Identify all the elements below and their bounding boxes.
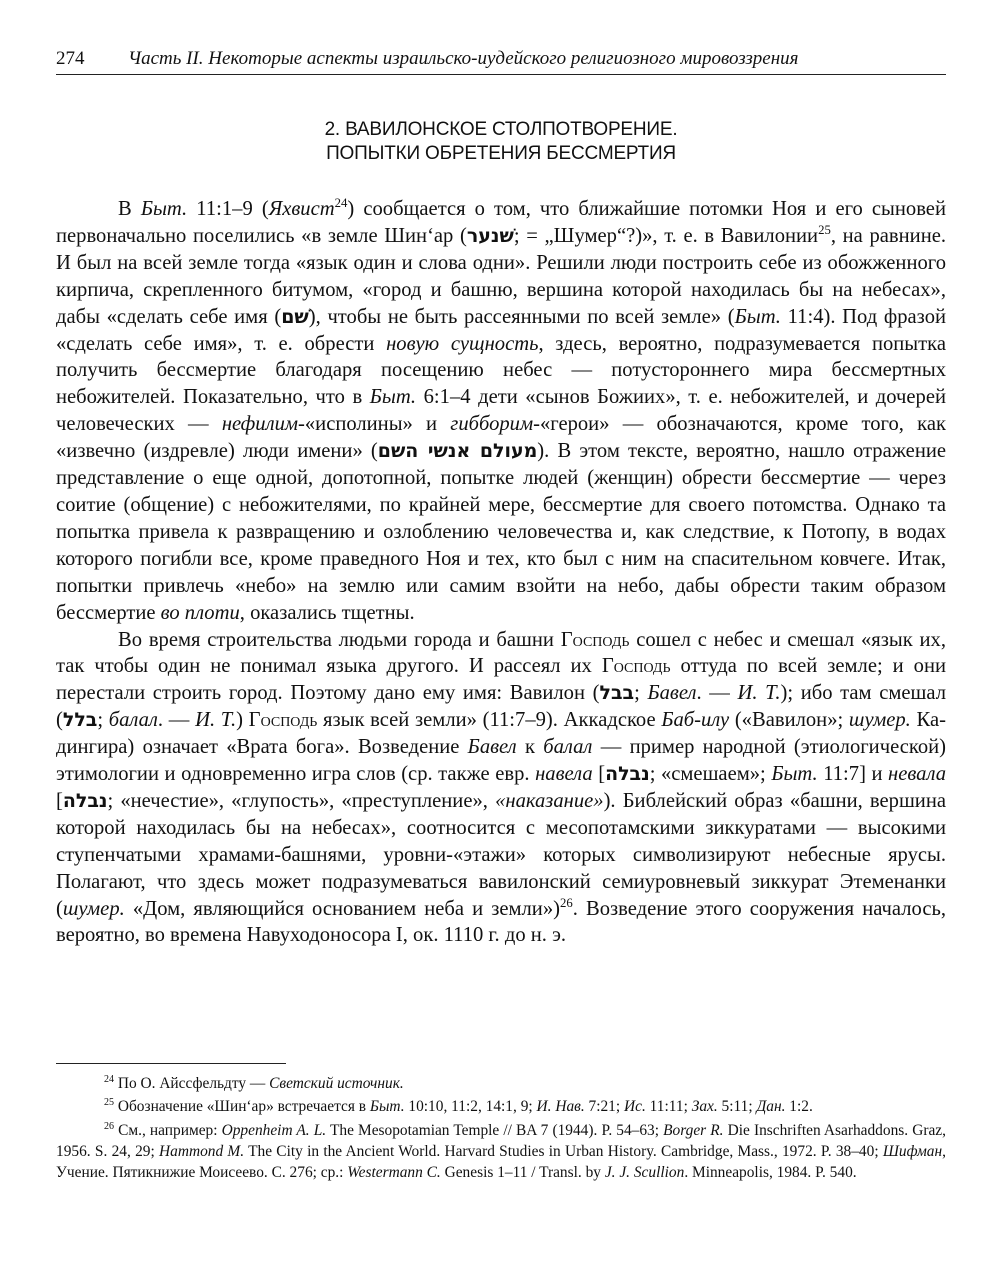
text: ). В этом тексте, вероятно, нашло отражение представление о еще одной, допотопной, попытке людей (женщин) обрести бессмертие — через соитие (общение) с небожителями, по крайней мере, бессмертие для своего потомства. Однако та попытка привела к развращению и озлоблению человечества и, как следствие, к Потопу, в водах которого погибли все, кроме праведного Ноя и тех, кто был с ним на спасительном ковчеге. Итак, попытки привлечь «небо» на землю или самим взойти на небо, дабы обрести таким образом бессмертие: [56, 440, 946, 624]
text: сошел с небес и смешал «язык их, так чтобы один не понимал языка другого. И рассеял их: [56, 628, 947, 678]
text: -«герои» — обозначаются, кроме того, как «извечно (издревле) люди имени» (: [56, 413, 946, 463]
page-header: [56, 40, 946, 75]
italic-text: Быт.: [369, 1098, 405, 1116]
text: ): [236, 709, 249, 732]
italic-text: балал: [543, 736, 593, 759]
italic-text: Ис.: [624, 1098, 646, 1116]
italic-text: J. J. Scullion: [604, 1164, 685, 1182]
text: «Дом, являющийся основанием неба и земли»): [124, 897, 560, 920]
footnote-26: [56, 1120, 946, 1184]
text: 11:7] и: [817, 763, 889, 786]
italic-text: невала: [888, 763, 947, 786]
text: , на равнине. И был на всей земле тогда «язык один и слова одни». Решили люди построить себе из обожженного кирпича, скрепленного битумом, «город и башню, вершина которой находилась бы на небесах», дабы «сделать себе имя (: [56, 224, 947, 328]
text: 11:11;: [645, 1098, 692, 1116]
hebrew-text: מעולם אנשי השם: [377, 440, 538, 463]
text: См., например:: [114, 1121, 222, 1139]
italic-text: И. Нав.: [536, 1098, 585, 1116]
italic-text: Дан.: [756, 1098, 786, 1116]
small-caps-text: Господь: [560, 628, 630, 651]
text: («Вавилон»;: [729, 709, 849, 732]
text: 11:1–9 (: [187, 198, 269, 220]
italic-text: Баб-илу: [661, 709, 730, 732]
italic-text: гибборим: [450, 413, 534, 436]
italic-text: шумер.: [62, 897, 125, 920]
text: , оказались тщетны.: [239, 601, 415, 624]
italic-text: Hammond M.: [159, 1142, 245, 1160]
footnote-number: 26: [104, 1120, 114, 1132]
italic-text: Бавел: [647, 682, 697, 705]
italic-text: Borger R.: [663, 1121, 724, 1139]
text: ) сообщается о том, что ближайшие потомки Ноя и его сыновей первоначально поселились «в земле Шин‘ар (: [56, 198, 946, 247]
text: . Minneapolis, 1984. P. 540.: [684, 1164, 857, 1182]
hebrew-text: בלל: [62, 709, 98, 732]
section-title-line-1: 2. ВАВИЛОНСКОЕ СТОЛПОТВОРЕНИЕ.: [324, 119, 678, 140]
text: ;: [97, 709, 109, 732]
footnote-number: 25: [104, 1097, 114, 1109]
text: В: [118, 198, 141, 220]
italic-text: Быт.: [734, 305, 781, 328]
hebrew-text: נבלה: [62, 789, 108, 812]
text: 1:2.: [785, 1098, 813, 1116]
main-text: [56, 196, 946, 949]
text: . —: [157, 709, 196, 732]
text: к: [516, 736, 544, 759]
text: язык всей земли» (11:7–9). Аккадское: [317, 709, 662, 732]
text: 7:21;: [584, 1098, 625, 1116]
italic-text: Шифман: [882, 1142, 943, 1160]
text: ); ибо там смешал (: [56, 682, 946, 732]
small-caps-text: Господь: [601, 655, 671, 678]
text: Во время строительства людьми города и башни: [118, 628, 561, 651]
footnotes: [56, 1073, 946, 1185]
text: [: [592, 763, 606, 786]
text: . —: [696, 682, 738, 705]
footnote-ref-26[interactable]: 26: [559, 895, 573, 910]
italic-text: новую сущность: [386, 332, 539, 355]
text: Genesis 1–11 / Transl. by: [440, 1164, 605, 1182]
paragraph-2: [56, 627, 946, 950]
text: The City in the Ancient World. Harvard Studies in Urban History. Cambridge, Mass., 1972. P. 38–40;: [244, 1142, 883, 1160]
text: ), чтобы не быть рассеянными по всей земле» (: [308, 305, 735, 328]
italic-text: И. Т.: [195, 709, 237, 732]
text: , Учение. Пятикнижие Моисеево. С. 276; ср.:: [56, 1142, 946, 1182]
footnote-separator: [56, 1063, 286, 1064]
text: 11:4). Под фразой «сделать себе имя», т. е. обрести: [56, 305, 947, 355]
text: [: [56, 789, 63, 812]
text: — пример народной (этиологической) этимологии и одновременно игра слов (ср. также евр.: [56, 736, 946, 786]
italic-text: Светский источник.: [269, 1075, 404, 1092]
italic-text: нефилим: [221, 413, 299, 436]
text: ; «нечестие», «глупость», «преступление»,: [107, 789, 496, 812]
footnote-number: 24: [104, 1073, 114, 1085]
text: Die Inschriften Asarhaddons. Graz, 1956. S. 24, 29;: [56, 1121, 946, 1160]
text: ; «смешаем»;: [649, 763, 772, 786]
small-caps-text: Господь: [248, 709, 318, 732]
footnote-24: [56, 1073, 946, 1094]
text: ; = „Шумер“?)», т. е. в Вавилонии: [513, 224, 819, 247]
italic-text: Westermann C.: [347, 1164, 441, 1182]
italic-text: Быт.: [369, 386, 417, 409]
italic-text: «наказание»: [495, 789, 604, 812]
text: По О. Айссфельдту —: [114, 1075, 270, 1092]
hebrew-text: שׁם: [281, 305, 309, 328]
italic-text: Зах.: [691, 1098, 718, 1116]
text: ;: [634, 682, 648, 705]
italic-text: навела: [535, 763, 593, 786]
text: 10:10, 11:2, 14:1, 9;: [404, 1098, 537, 1116]
italic-text: во плоти: [160, 601, 240, 624]
italic-text: балал: [108, 709, 158, 732]
text: оттуда по всей земле; и они перестали строить город. Поэтому дано ему имя: Вавилон (: [56, 655, 946, 705]
paragraph-1: [56, 196, 946, 627]
text: , здесь, вероятно, подразумевается попытка получить бессмертие благодаря посещению небес — потустороннего мира бессмертных небожителей. Показательно, что в: [56, 332, 946, 409]
text: The Mesopotamian Temple // BA 7 (1944). P. 54–63;: [326, 1121, 664, 1139]
footnote-25: [56, 1096, 946, 1117]
text: . Возведение этого сооружения началось, вероятно, во времена Навуходоносора I, ок. 1110 г. до н. э.: [56, 897, 946, 947]
italic-text: Oppenheim A. L.: [221, 1121, 327, 1139]
hebrew-text: נבלה: [605, 763, 650, 786]
text: 6:1–4 дети «сынов Божиих», т. е. небожителей, и дочерей человеческих —: [56, 386, 947, 436]
italic-text: Быт.: [140, 198, 188, 220]
hebrew-text: בבל: [599, 682, 635, 705]
text: Ка-дингира) означает «Врата бога». Возведение: [56, 709, 946, 759]
section-title: [56, 118, 946, 166]
running-head: Часть II. Некоторые аспекты израильско-иудейского религиозного мировоззрения: [128, 48, 799, 69]
text: Обозначение «Шин‘ар» встречается в: [114, 1098, 370, 1116]
italic-text: Яхвист: [268, 198, 335, 220]
italic-text: И. Т.: [737, 682, 781, 705]
text: -«исполины» и: [298, 413, 451, 436]
italic-text: шумер.: [848, 709, 911, 732]
footnote-ref-25[interactable]: 25: [818, 223, 831, 238]
italic-text: Быт.: [771, 763, 818, 786]
hebrew-text: שׁנער: [466, 224, 514, 247]
footnote-ref-24[interactable]: 24: [334, 196, 348, 211]
text: 5:11;: [717, 1098, 757, 1116]
section-title-line-2: ПОПЫТКИ ОБРЕТЕНИЯ БЕССМЕРТИЯ: [326, 143, 676, 164]
text: ). Библейский образ «башни, вершина которой находилась бы на небесах», соотносится с месопотамскими зиккуратами — высокими ступенчатыми храмами-башнями, уровни-«этажи» которых символизируют небесные ярусы. Полагают, что здесь может подразумеваться вавилонский семиуровневый зиккурат Этеменанки (: [56, 789, 946, 920]
page-number: 274: [56, 48, 85, 69]
italic-text: Бавел: [467, 736, 517, 759]
